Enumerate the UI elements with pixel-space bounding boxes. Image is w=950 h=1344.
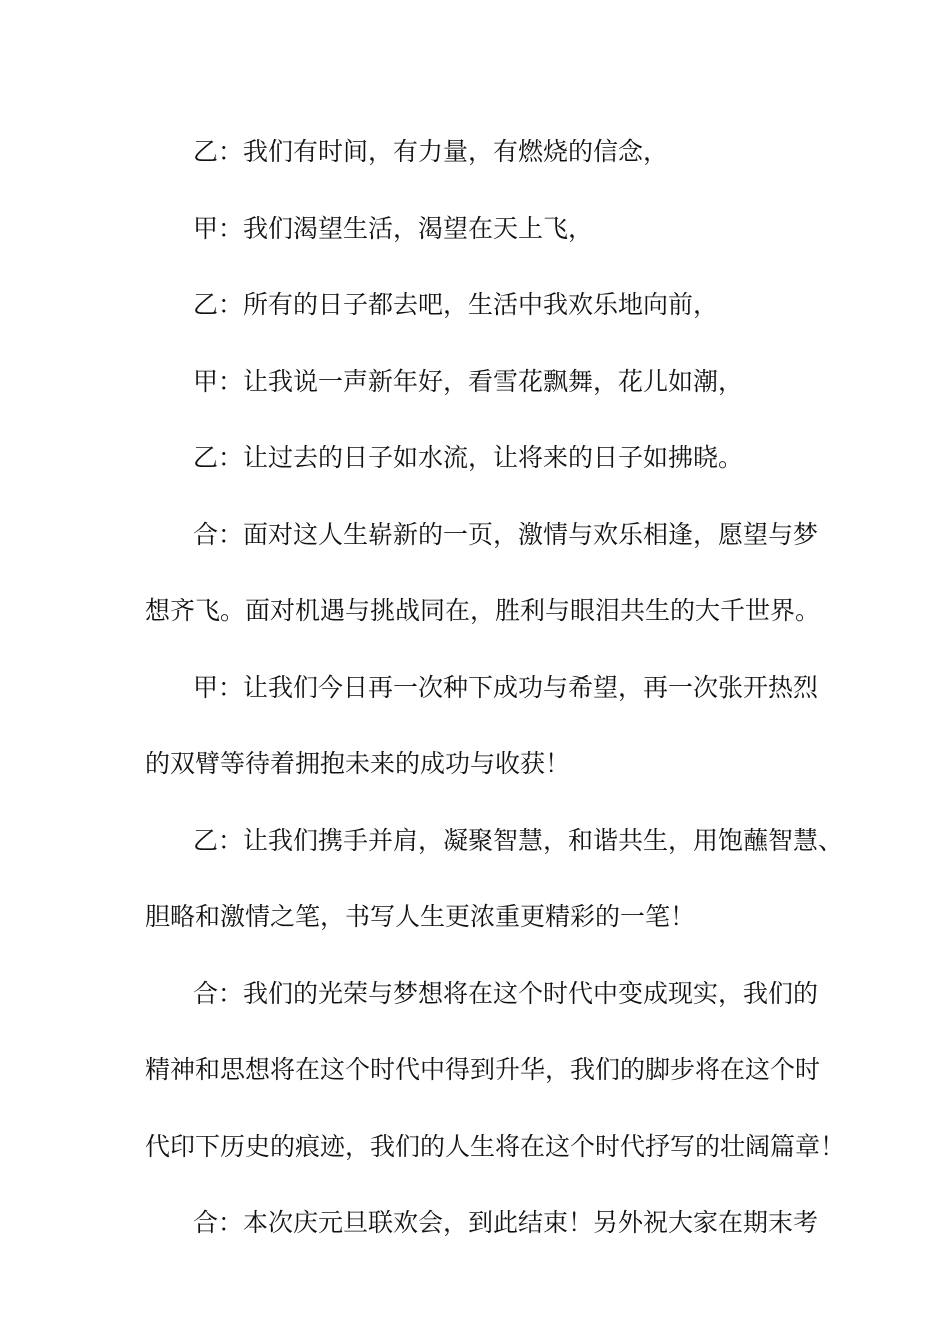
paragraph-line: 合：本次庆元旦联欢会，到此结束！另外祝大家在期末考 <box>193 1208 819 1237</box>
paragraph-line: 合：面对这人生崭新的一页，激情与欢乐相逢，愿望与梦 <box>193 519 819 549</box>
paragraph-line: 的双臂等待着拥抱未来的成功与收获！ <box>145 749 571 778</box>
paragraph-line: 甲：我们渴望生活，渴望在天上飞， <box>193 213 594 243</box>
paragraph-line: 合：我们的光荣与梦想将在这个时代中变成现实，我们的 <box>193 978 819 1008</box>
document-body <box>145 133 846 1281</box>
paragraph-line: 乙：所有的日子都去吧，生活中我欢乐地向前， <box>193 290 719 319</box>
paragraph-line: 代印下历史的痕迹，我们的人生将在这个时代抒写的壮阔篇章！ <box>145 1131 846 1161</box>
paragraph-line: 乙：让我们携手并肩，凝聚智慧，和谐共生，用饱蘸智慧、 <box>193 825 844 855</box>
paragraph-line: 甲：让我说一声新年好，看雪花飘舞，花儿如潮， <box>193 366 744 396</box>
paragraph-line: 胆略和激情之笔，书写人生更浓重更精彩的一笔！ <box>145 902 696 931</box>
paragraph-line: 乙：让过去的日子如水流，让将来的日子如拂晓。 <box>193 443 744 472</box>
paragraph-line: 甲：让我们今日再一次种下成功与希望，再一次张开热烈 <box>193 672 819 702</box>
paragraph-line: 精神和思想将在这个时代中得到升华，我们的脚步将在这个时 <box>145 1055 821 1084</box>
paragraph-line: 想齐飞。面对机遇与挑战同在，胜利与眼泪共生的大千世界。 <box>145 596 821 625</box>
paragraph-line: 乙：我们有时间，有力量，有燃烧的信念， <box>193 137 669 166</box>
